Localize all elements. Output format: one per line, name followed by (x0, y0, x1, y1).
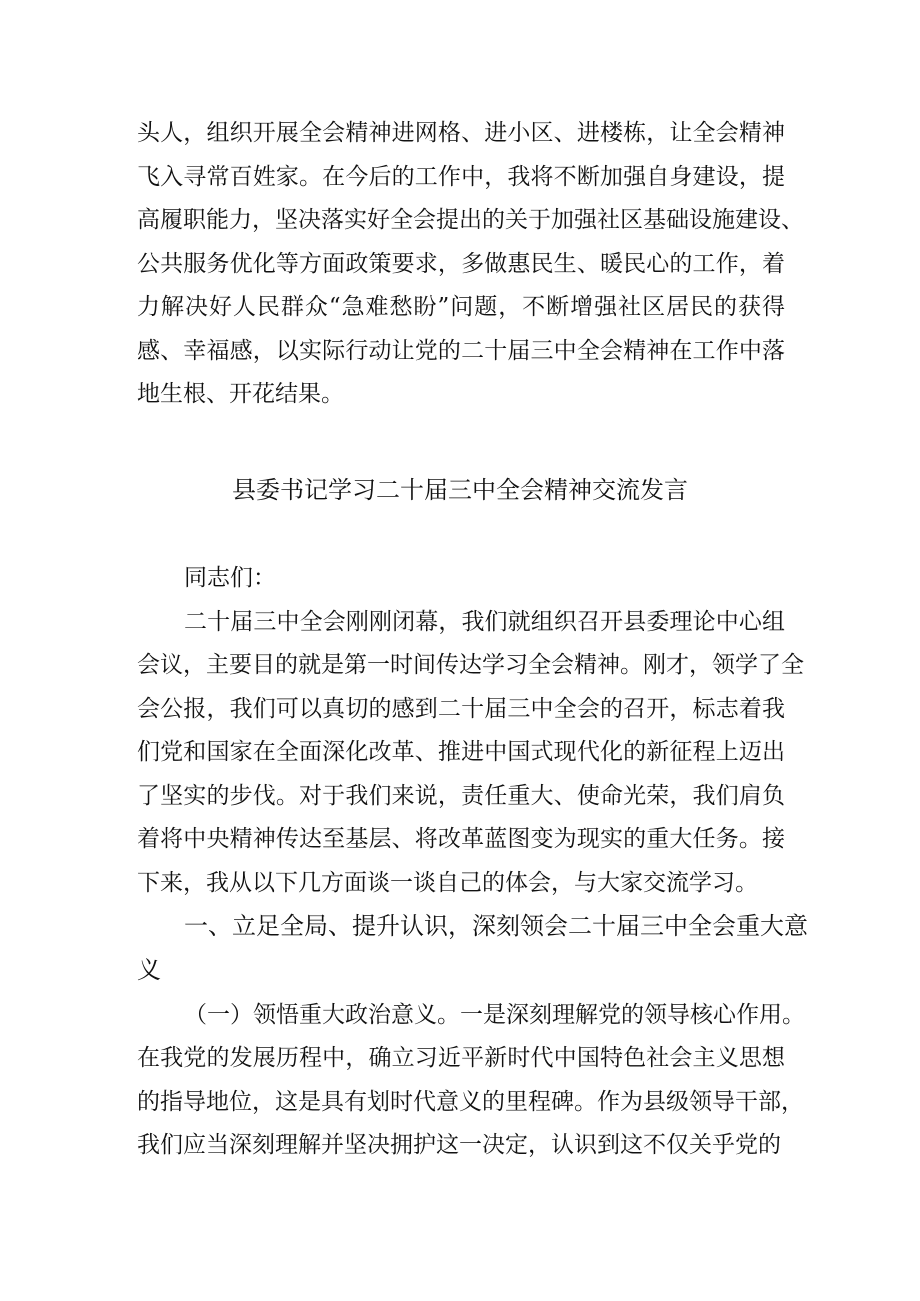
paragraph-line: 飞入寻常百姓家。在今后的工作中，我将不断加强自身建设，提 (137, 164, 785, 190)
section-heading-line: 义 (137, 956, 161, 984)
paragraph-line: 地生根、开花结果。 (137, 381, 344, 407)
paragraph-line: 二十届三中全会刚刚闭幕，我们就组织召开县委理论中心组 (184, 609, 785, 635)
paragraph-line: 高履职能力，坚决落实好全会提出的关于加强社区基础设施建设、 (137, 207, 804, 233)
paragraph-line: 着将中央精神传达至基层、将改革蓝图变为现实的重大任务。接 (137, 826, 785, 852)
paragraph-line: 的指导地位，这是具有划时代意义的里程碑。作为县级领导干部， (137, 1089, 804, 1115)
paragraph-line: 力解决好人民群众“急难愁盼”问题，不断增强社区居民的获得 (137, 294, 785, 320)
paragraph-line: 头人，组织开展全会精神进网格、进小区、进楼栋，让全会精神 (137, 120, 785, 146)
paragraph-line: 下来，我从以下几方面谈一谈自己的体会，与大家交流学习。 (137, 870, 758, 896)
paragraph-line: 感、幸福感，以实际行动让党的二十届三中全会精神在工作中落 (137, 338, 785, 364)
paragraph-line: （一）领悟重大政治意义。一是深刻理解党的领导核心作用。 (184, 1002, 805, 1028)
paragraph-line: 公共服务优化等方面政策要求，多做惠民生、暖民心的工作，着 (137, 251, 785, 277)
paragraph-line: 会公报，我们可以真切的感到二十届三中全会的召开，标志着我 (137, 696, 785, 722)
paragraph-line: 了坚实的步伐。对于我们来说，责任重大、使命光荣，我们肩负 (137, 783, 785, 809)
paragraph-line: 在我党的发展历程中，确立习近平新时代中国特色社会主义思想 (137, 1045, 785, 1071)
document-title: 县委书记学习二十届三中全会精神交流发言 (232, 476, 688, 504)
paragraph-line: 们党和国家在全面深化改革、推进中国式现代化的新征程上迈出 (137, 739, 785, 765)
paragraph-line: 我们应当深刻理解并坚决拥护这一决定，认识到这不仅关乎党的 (137, 1132, 781, 1158)
salutation: 同志们： (184, 565, 276, 591)
section-heading-line: 一、立足全局、提升认识，深刻领会二十届三中全会重大意 (184, 912, 808, 940)
paragraph-line: 会议，主要目的就是第一时间传达学习全会精神。刚才，领学了全 (137, 652, 804, 678)
